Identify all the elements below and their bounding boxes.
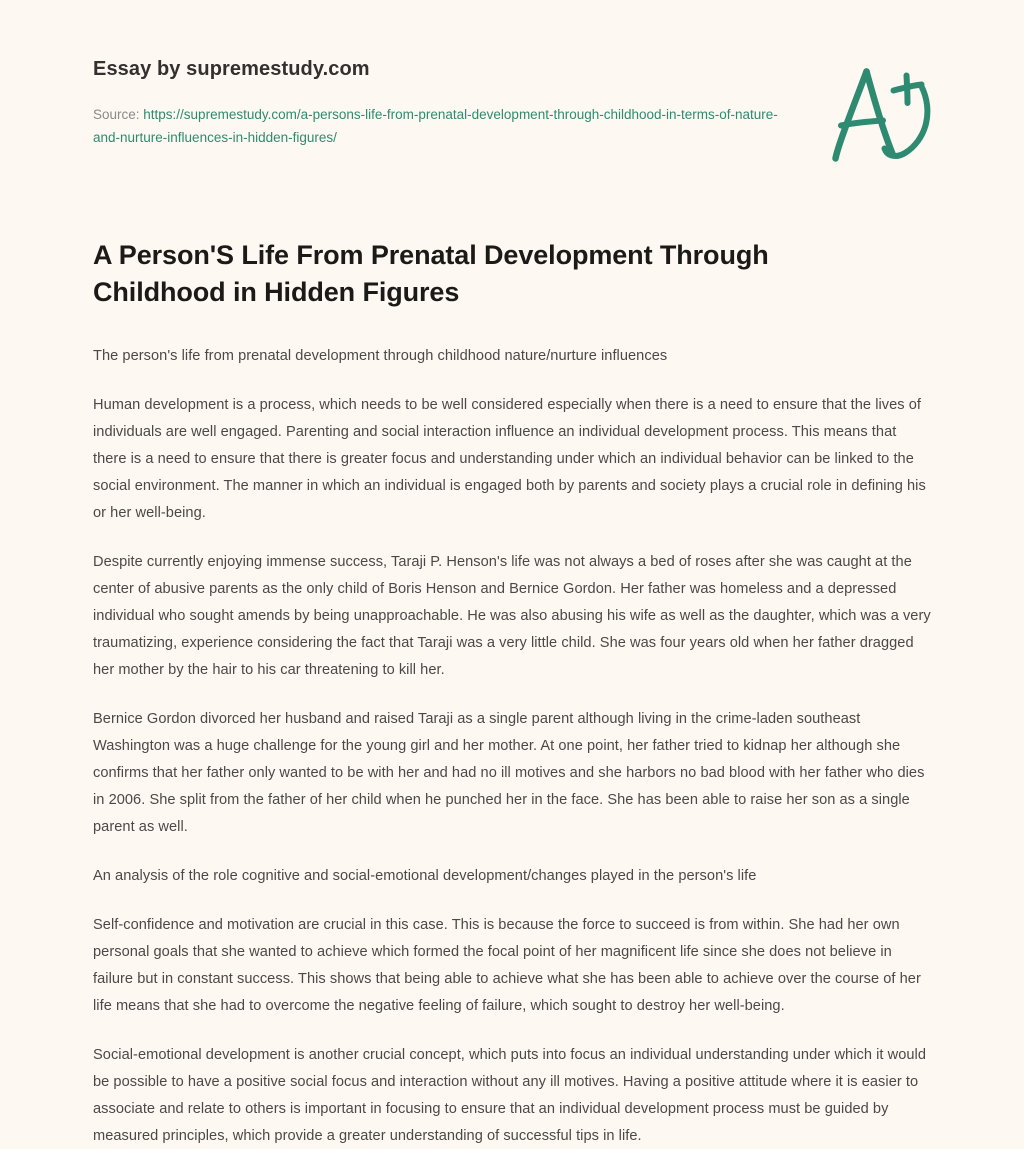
paragraph: Human development is a process, which needs to be well considered especially when there is a need to ensure that the lives of individuals are well engaged. Parenting and social interaction influence an individual development process. This means that there is a need to ensure that there is greater focus and understanding under which an individual behavior can be linked to the social environment. The manner in which an individual is engaged both by parents and society plays a crucial role in defining his or her well-being.: [93, 396, 926, 521]
paragraph: The person's life from prenatal development through childhood nature/nurture influences: [93, 347, 668, 364]
source-url-link[interactable]: https://supremestudy.com/a-persons-life-from-prenatal-development-through-childhood-in-terms-of-nature-and-nurture-influences-in-hidden-figures/: [93, 107, 778, 146]
paragraph: Self-confidence and motivation are crucial in this case. This is because the force to succeed is from within. She had her own personal goals that she wanted to achieve which formed the focal point of her magnificent life since she does not believe in failure but in constant success. This shows that being able to achieve what she has been able to achieve over the course of her life means that she had to overcome the negative feeling of failure, which sought to destroy her well-being.: [93, 916, 921, 1014]
page-title: A Person'S Life From Prenatal Development Through Childhood in Hidden Figures: [93, 240, 769, 308]
paragraph: Bernice Gordon divorced her husband and raised Taraji as a single parent although living in the crime-laden southeast Washington was a huge challenge for the young girl and her mother. At one point, her father tried to kidnap her although she confirms that her father only wanted to be with her and had no ill motives and she harbors no bad blood with her father who dies in 2006. She split from the father of her child when he punched her in the face. She has been able to raise her son as a single parent as well.: [93, 710, 925, 835]
body-copy: [93, 343, 931, 1149]
paragraph: An analysis of the role cognitive and social-emotional development/changes played in the person's life: [93, 867, 757, 884]
paragraph: Despite currently enjoying immense success, Taraji P. Henson's life was not always a bed of roses after she was caught at the center of abusive parents as the only child of Boris Henson and Bernice Gordon. Her father was homeless and a depressed individual who sought amends by being unapproachable. He was also abusing his wife as well as the daughter, which was a very traumatizing, experience considering the fact that Taraji was a very little child. She was four years old when her father dragged her mother by the hair to his car threatening to kill her.: [93, 553, 931, 678]
paragraph: Social-emotional development is another crucial concept, which puts into focus an individual understanding under which it would be possible to have a positive social focus and interaction without any ill motives. Having a positive attitude where it is easier to associate and relate to others is important in focusing to ensure that an individual development process must be guided by measured principles, which provide a greater understanding of successful tips in life.: [93, 1046, 926, 1144]
document-content: [0, 237, 1024, 1149]
page-header: [0, 0, 1024, 149]
source-label: Source:: [93, 107, 144, 122]
a-plus-logo-icon: [830, 62, 934, 170]
essay-byline: Essay by supremestudy.com: [93, 58, 370, 80]
header-text-block: [93, 56, 793, 149]
source-line: [93, 103, 793, 149]
